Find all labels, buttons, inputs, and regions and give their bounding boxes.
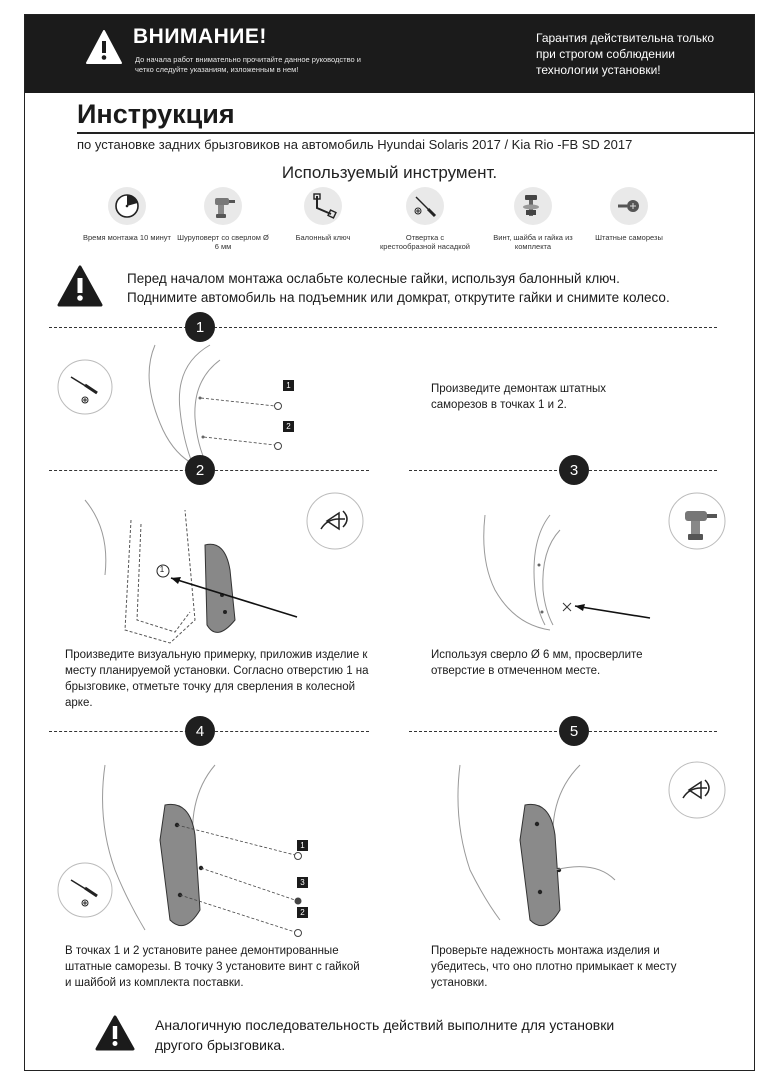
wheel-arch-diagram (135, 340, 315, 470)
tool-label: Винт, шайба и гайка из комплекта (493, 233, 573, 251)
screw-marker: 3 (297, 877, 308, 888)
wheel-wrench-icon (309, 192, 337, 220)
title-divider (77, 132, 755, 134)
self-tapping-screw-icon (615, 192, 643, 220)
attention-note: До начала работ внимательно прочитайте данное руководство и четко следуйте указаниям, изложенным в нем! (135, 55, 361, 74)
pre-warning (57, 265, 737, 315)
pre-warning-line: Перед началом монтажа ослабьте колесные гайки, используя балонный ключ. (127, 271, 620, 286)
tool-label: Время монтажа 10 минут (82, 233, 171, 242)
warning-icon (85, 29, 123, 65)
final-warning (95, 1015, 715, 1057)
step-number: 4 (185, 716, 215, 746)
drill-icon (667, 491, 727, 551)
tool-item (379, 187, 471, 251)
step-number: 1 (185, 312, 215, 342)
final-warning-line: Аналогичную последовательность действий выполните для установки (155, 1017, 615, 1033)
drill-point-diagram (475, 510, 655, 635)
screwdriver-icon (411, 192, 439, 220)
instruction-sheet (24, 14, 755, 1071)
tools-list (82, 187, 691, 267)
tool-label: Штатные саморезы (595, 233, 663, 242)
tool-item (177, 187, 269, 251)
visual-check-icon (667, 760, 727, 820)
tools-heading: Используемый инструмент. (281, 163, 498, 182)
pre-warning-line: Поднимите автомобиль на подъемник или домкрат, открутите гайки и снимите колесо. (127, 290, 670, 305)
screw-nut-washer-icon (519, 192, 547, 220)
tool-label: Балонный ключ (295, 233, 351, 242)
mudflap-install-diagram (105, 760, 325, 945)
screw-marker: 1 (297, 840, 308, 851)
page-title: Инструкция (77, 99, 235, 129)
step-number: 2 (185, 455, 215, 485)
drill-icon (209, 192, 237, 220)
step-text: Произведите визуальную примерку, приложив изделие к месту планируемой установки. Согласно отверстию 1 на брызговике, отметьте точку для сверления в колесной арке. (65, 649, 369, 709)
fitting-diagram (85, 500, 315, 650)
guarantee-note: Гарантия действительна только при строгом соблюдении технологии установки! (536, 31, 715, 77)
page-subtitle: по установке задних брызговиков на автомобиль Hyundai Solaris 2017 / Kia Rio -FB SD 2017 (77, 137, 633, 152)
tool-item (487, 187, 579, 251)
step-text: Произведите демонтаж штатных саморезов в точках 1 и 2. (431, 383, 607, 411)
step-number: 5 (559, 716, 589, 746)
warning-icon (95, 1015, 135, 1051)
tool-item (81, 187, 173, 242)
tool-item (277, 187, 369, 242)
screw-marker: 1 (283, 380, 294, 391)
screw-marker: 2 (283, 421, 294, 432)
section-divider (49, 327, 717, 328)
screw-marker: 2 (297, 907, 308, 918)
hole-marker: 1 (159, 565, 165, 574)
step-text: В точках 1 и 2 установите ранее демонтированные штатные саморезы. В точку 3 установите винт с гайкой и шайбой из комплекта поставки. (65, 945, 360, 989)
header-band (25, 15, 754, 93)
mudflap-installed-diagram (455, 760, 635, 945)
tool-label: Отвертка с крестообразной насадкой (380, 233, 470, 251)
step-text: Используя сверло Ø 6 мм, просверлите отверстие в отмеченном месте. (431, 649, 643, 677)
clock-icon (114, 193, 140, 219)
screwdriver-icon (55, 357, 115, 417)
step-number: 3 (559, 455, 589, 485)
step-text: Проверьте надежность монтажа изделия и убедитесь, что оно плотно примыкает к месту установки. (431, 945, 677, 989)
final-warning-line: другого брызговика. (155, 1037, 286, 1053)
attention-title: ВНИМАНИЕ! (133, 25, 267, 48)
tool-label: Шуруповерт со сверлом Ø 6 мм (177, 233, 269, 251)
tool-item (583, 187, 675, 242)
visual-check-icon (305, 491, 365, 551)
warning-icon (57, 265, 103, 307)
